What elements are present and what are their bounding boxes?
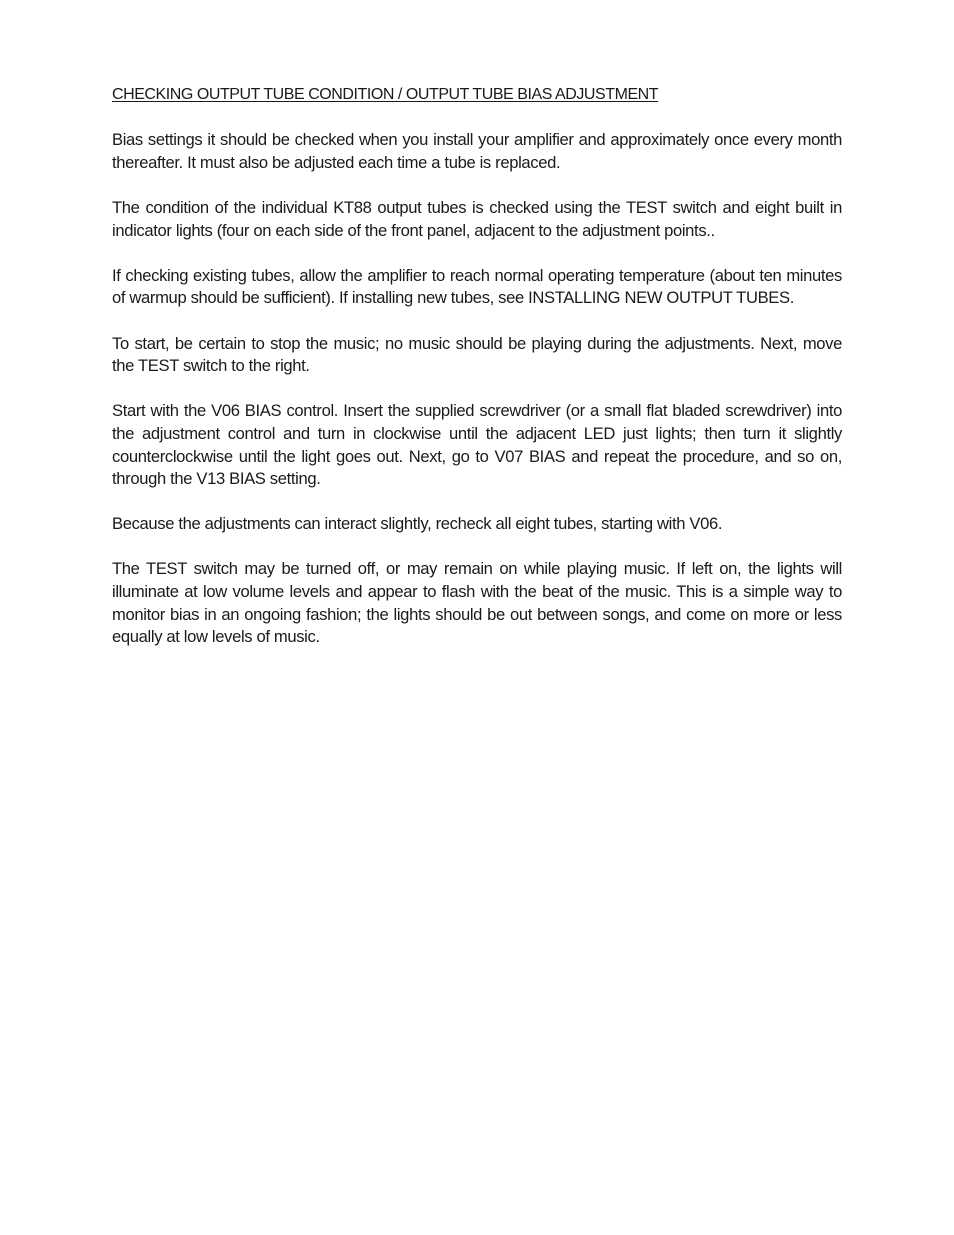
document-page: [112, 84, 842, 671]
paragraph-start: To start, be certain to stop the music; no music should be playing during the adjustments. Next, move the TEST switch to the right.: [112, 333, 842, 376]
paragraph-warmup: If checking existing tubes, allow the amplifier to reach normal operating temperature (about ten minutes of warmup should be sufficient). If installing new tubes, see INSTALLING NEW OUTPUT TUBES.: [112, 265, 842, 308]
section-heading: CHECKING OUTPUT TUBE CONDITION / OUTPUT TUBE BIAS ADJUSTMENT: [112, 86, 659, 103]
paragraph-bias-check-frequency: Bias settings it should be checked when you install your amplifier and approximately once every month thereafter. It must also be adjusted each time a tube is replaced.: [112, 130, 842, 172]
paragraph-adjust-procedure: Start with the V06 BIAS control. Insert the supplied screwdriver (or a small flat bladed screwdriver) into the adjustment control and turn in clockwise until the adjacent LED just lights; then turn it slightly counterclockwise until the light goes out. Next, go to V07 BIAS and repeat the procedure, and so on, through the V13 BIAS setting.: [112, 401, 842, 489]
paragraph-test-switch: The TEST switch may be turned off, or may remain on while playing music. If left on, the lights will illuminate at low volume levels and appear to flash with the beat of the music. This is a simple way to monitor bias in an ongoing fashion; the lights should be out between songs, and come on more or less equally at low levels of music.: [112, 559, 842, 647]
paragraph-tube-condition: The condition of the individual KT88 output tubes is checked using the TEST switch and eight built in indicator lights (four on each side of the front panel, adjacent to the adjustment points..: [112, 197, 842, 240]
paragraph-recheck: Because the adjustments can interact slightly, recheck all eight tubes, starting with V06.: [112, 514, 723, 534]
